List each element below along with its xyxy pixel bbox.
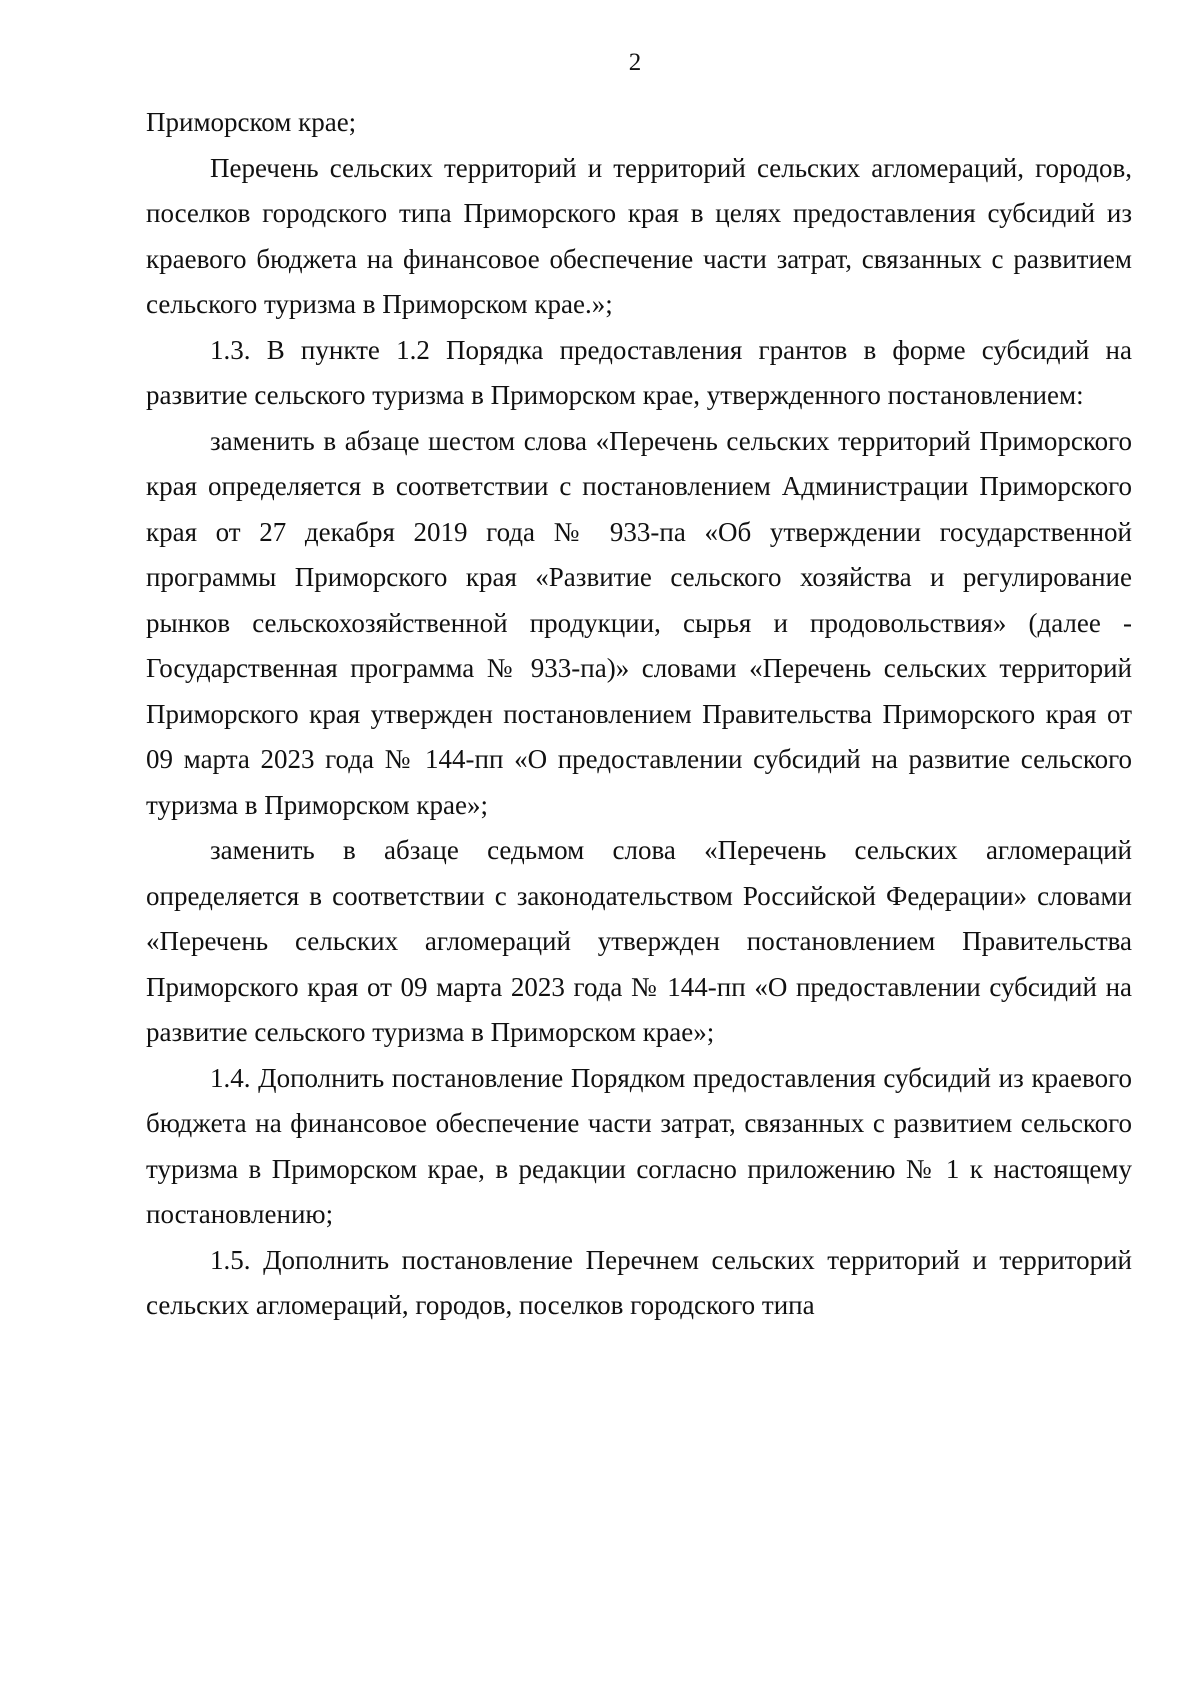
paragraph-continuation: Приморском крае; (146, 107, 357, 137)
paragraph-item-1-4: 1.4. Дополнить постановление Порядком предоставления субсидий из краевого бюджета на финансовое обеспечение части затрат, связанных с развитием сельского туризма в Приморском крае, в редакции согласно приложению № 1 к настоящему постановлению; (146, 1062, 1132, 1229)
paragraph-list-title: Перечень сельских территорий и территорий сельских агломераций, городов, поселков городского типа Приморского края в целях предоставления субсидий из краевого бюджета на финансовое обеспечение части затрат, связанных с развитием сельского туризма в Приморском крае.»; (146, 152, 1132, 319)
document-body (146, 100, 1132, 1329)
paragraph-replace-seventh: заменить в абзаце седьмом слова «Перечень сельских агломераций определяется в соответствии с законодательством Российской Федерации» словами «Перечень сельских агломераций утвержден постановлением Правительства Приморского края от 09 марта 2023 года № 144-пп «О предоставлении субсидий на развитие сельского туризма в Приморском крае»; (146, 835, 1132, 1047)
paragraph-item-1-5: 1.5. Дополнить постановление Перечнем сельских территорий и территорий сельских агломераций, городов, поселков городского типа (146, 1244, 1132, 1320)
paragraph-item-1-3: 1.3. В пункте 1.2 Порядка предоставления грантов в форме субсидий на развитие сельского туризма в Приморском крае, утвержденного постановлением: (146, 334, 1132, 410)
page-number: 2 (628, 49, 642, 76)
paragraph-replace-sixth: заменить в абзаце шестом слова «Перечень сельских территорий Приморского края определяется в соответствии с постановлением Администрации Приморского края от 27 декабря 2019 года № 933-па «Об утверждении государственной программы Приморского края «Развитие сельского хозяйства и регулирование рынков сельскохозяйственной продукции, сырья и продовольствия» (далее - Государственная программа № 933-па)» словами «Перечень сельских территорий Приморского края утвержден постановлением Правительства Приморского края от 09 марта 2023 года № 144-пп «О предоставлении субсидий на развитие сельского туризма в Приморском крае»; (146, 425, 1132, 820)
